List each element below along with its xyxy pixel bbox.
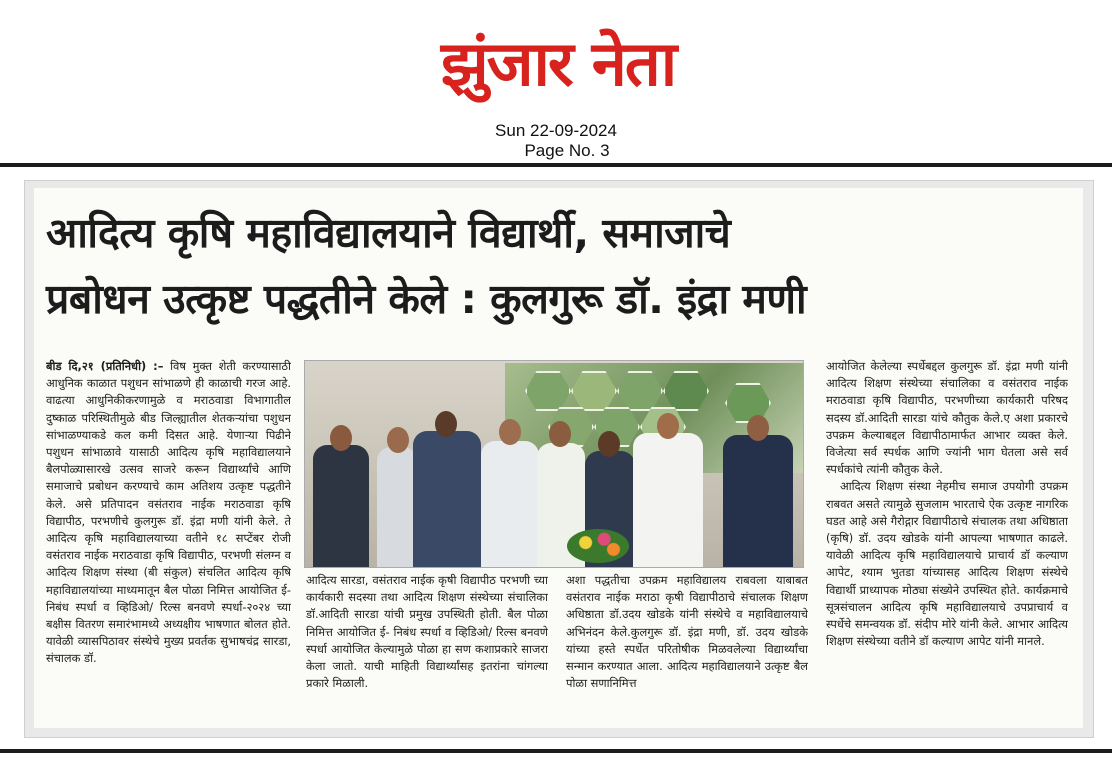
- column-4-paragraph-1: आयोजित केलेल्या स्पर्धेबद्दल कुलगुरू डॉ. इंद्रा मणी यांनी आदित्य शिक्षण संस्थेच्या संचालिका व वसंतराव नाईक मराठवाडा कृषि विद्यापीठ, परभणीच्या कार्यकारी परिषद सदस्य डॉ.आदिती सारडा यांचे कौतुक केले.ए अशा प्रकारचे उपक्रम केल्याबद्दल विद्यापीठामार्फत आभार व्यक्त केले. विजेत्या सर्व स्पर्धक आणि ज्यांनी भाग घेतला असे सर्व स्पर्धकांचे त्यांनी कौतुक केले.: [826, 359, 1068, 477]
- newspaper-logo: झुंजार नेता: [440, 27, 676, 100]
- article-column-4: [826, 358, 1068, 720]
- person-figure: [313, 445, 369, 567]
- publication-date: Sun 22-09-2024: [495, 121, 617, 140]
- person-figure: [723, 435, 793, 567]
- hex-tile: [663, 371, 709, 411]
- person-head: [330, 425, 352, 451]
- person-figure: [481, 441, 539, 567]
- hex-tile: [617, 371, 663, 411]
- headline-line-2: प्रबोधन उत्कृष्ट पद्धतीने केले : कुलगुरू डॉ. इंद्रा मणी: [46, 275, 807, 323]
- article-headline: [46, 200, 1076, 332]
- bottom-rule: [0, 749, 1112, 753]
- person-head: [549, 421, 571, 447]
- flower-bouquet: [567, 529, 629, 563]
- person-head: [598, 431, 620, 457]
- top-rule: [0, 163, 1112, 167]
- dateline: बीड दि,२१ (प्रतिनिधी) :–: [46, 359, 164, 373]
- hex-tile: [525, 371, 571, 411]
- article-column-2: आदित्य सारडा, वसंतराव नाईक कृषी विद्यापीठ परभणी च्या कार्यकारी सदस्या तथा आदित्य शिक्षण संस्थेच्या संचालिका डॉ.आदिती सारडा यांची प्रमुख उपस्थिती होती. बैल पोळा निमित्त आयोजित ई- निबंध स्पर्धा व व्हिडिओ/ रिल्स बनवणे स्पर्धा आयोजित केल्यामुळे पोळा हा सण कशाप्रकारे साजरा केला जातो. याची माहिती विद्यार्थ्यांसह इतरांना चांगल्या प्रकारे मिळाली.: [306, 573, 548, 691]
- masthead: [0, 0, 1112, 168]
- event-photo: [304, 360, 804, 568]
- headline-line-1: आदित्य कृषि महाविद्यालयाने विद्यार्थी, समाजाचे: [46, 209, 731, 257]
- person-head: [435, 411, 457, 437]
- person-head: [747, 415, 769, 441]
- person-figure: [413, 431, 481, 567]
- person-head: [499, 419, 521, 445]
- article-column-1: [46, 358, 291, 720]
- column-4-paragraph-2: आदित्य शिक्षण संस्था नेहमीच समाज उपयोगी उपक्रम राबवत असते त्यामुळे सुजलाम भारताचे ऐक उत्कृष्ट नागरिक घडत आहे असे गैरोद्गार विद्यापीठाचे संचालक तथा अधिष्ठाता (कृषि) डॉ. उदय खोडके यांनी आपल्या भाषणात काढले. यावेळी आदित्य कृषि महाविद्यालयाचे प्राचार्य डॉ कल्याण आपेट, श्याम भुतडा यांच्यासह आदित्य शिक्षण संस्थेचे विद्यार्थी प्राध्यापक मोठ्या संख्येने उपस्थित होते. कार्यक्रमाचे सूत्रसंचालन आदित्य कृषि महाविद्यालयाचे उपप्राचार्य व स्पर्धेचे समन्वयक डॉ. संदीप मोरे यांनी केले. आभार आदित्य शिक्षण संस्थेच्या वतीने डॉ कल्याण आपेट यांनी मानले.: [826, 479, 1068, 649]
- article-column-3: अशा पद्धतीचा उपक्रम महाविद्यालय राबवला याबाबत वसंतराव नाईक मराठा कृषी विद्यापीठाचे संचालक शिक्षण अधिष्ठाता डॉ.उदय खोडके यांनी संस्थेचे व महाविद्यालयाचे अभिनंदन केले.कुलगुरू डॉ. इंद्रा मणी, डॉ. उदय खोडके यांच्या हस्ते स्पर्धेत परितोषीक मिळवलेल्या विद्यार्थ्यांचा सन्मान करण्यात आला. आदित्य महाविद्यालयाने उत्कृष्ट बैल पोळा सणानिमित्त: [566, 573, 808, 691]
- person-head: [657, 413, 679, 439]
- person-figure: [377, 447, 417, 567]
- hex-tile: [571, 371, 617, 411]
- person-figure: [633, 433, 703, 567]
- adjacent-article-edge: [1100, 180, 1112, 736]
- person-head: [387, 427, 409, 453]
- column-1-text: विष मुक्त शेती करण्यासाठी आधुनिक काळात पशुधन सांभाळणे ही काळाची गरज आहे. वाढत्या आधुनिकीकरणामुळे व मराठवाडा विभागातील दुष्काळ परिस्थितीमुळे बीड जिल्ह्यातील शेतकऱ्यांचा पशुधन सांभाळण्याकडे कल कमी दिसत आहे. येणाऱ्या पिढीने पशुधन सांभाळावे यासाठी आदित्य कृषि महाविद्यालयाने बैलपोळ्यासारखे उत्सव साजरे करून विद्यार्थ्यांचे आणि समाजाचे प्रबोधन करण्याचे काम अतिशय उत्कृष्ट पद्धतीने केले. असे प्रतिपादन वसंतराव नाईक मराठवाडा कृषि विद्यापीठ, परभणीचे कुलगुरू डॉ. इंद्रा मणी यांनी केले. ते आदित्य कृषि महाविद्यालयाच्या वतीने १८ सप्टेंबर रोजी वसंतराव नाईक मराठवाडा कृषि विद्यापीठ, परभणी संलग्न व आदित्य शिक्षण संस्था (बी संकुल) संचलित आदित्य कृषि महाविद्यालयांच्या माध्यमातून बैल पोळा निमित्त आयोजित ई- निबंध स्पर्धा व व्हिडिओ/ रिल्स बनवणे स्पर्धा-२०२४ च्या बक्षीस वितरण समारंभामध्ये अध्यक्षीय भाषणात बोलत होते. यावेळी व्यासपिठावर संस्थेचे मुख्य प्रवर्तक सुभाषचंद्र सारडा, संचालक डॉ.: [46, 359, 291, 666]
- page-number: Page No. 3: [524, 141, 610, 160]
